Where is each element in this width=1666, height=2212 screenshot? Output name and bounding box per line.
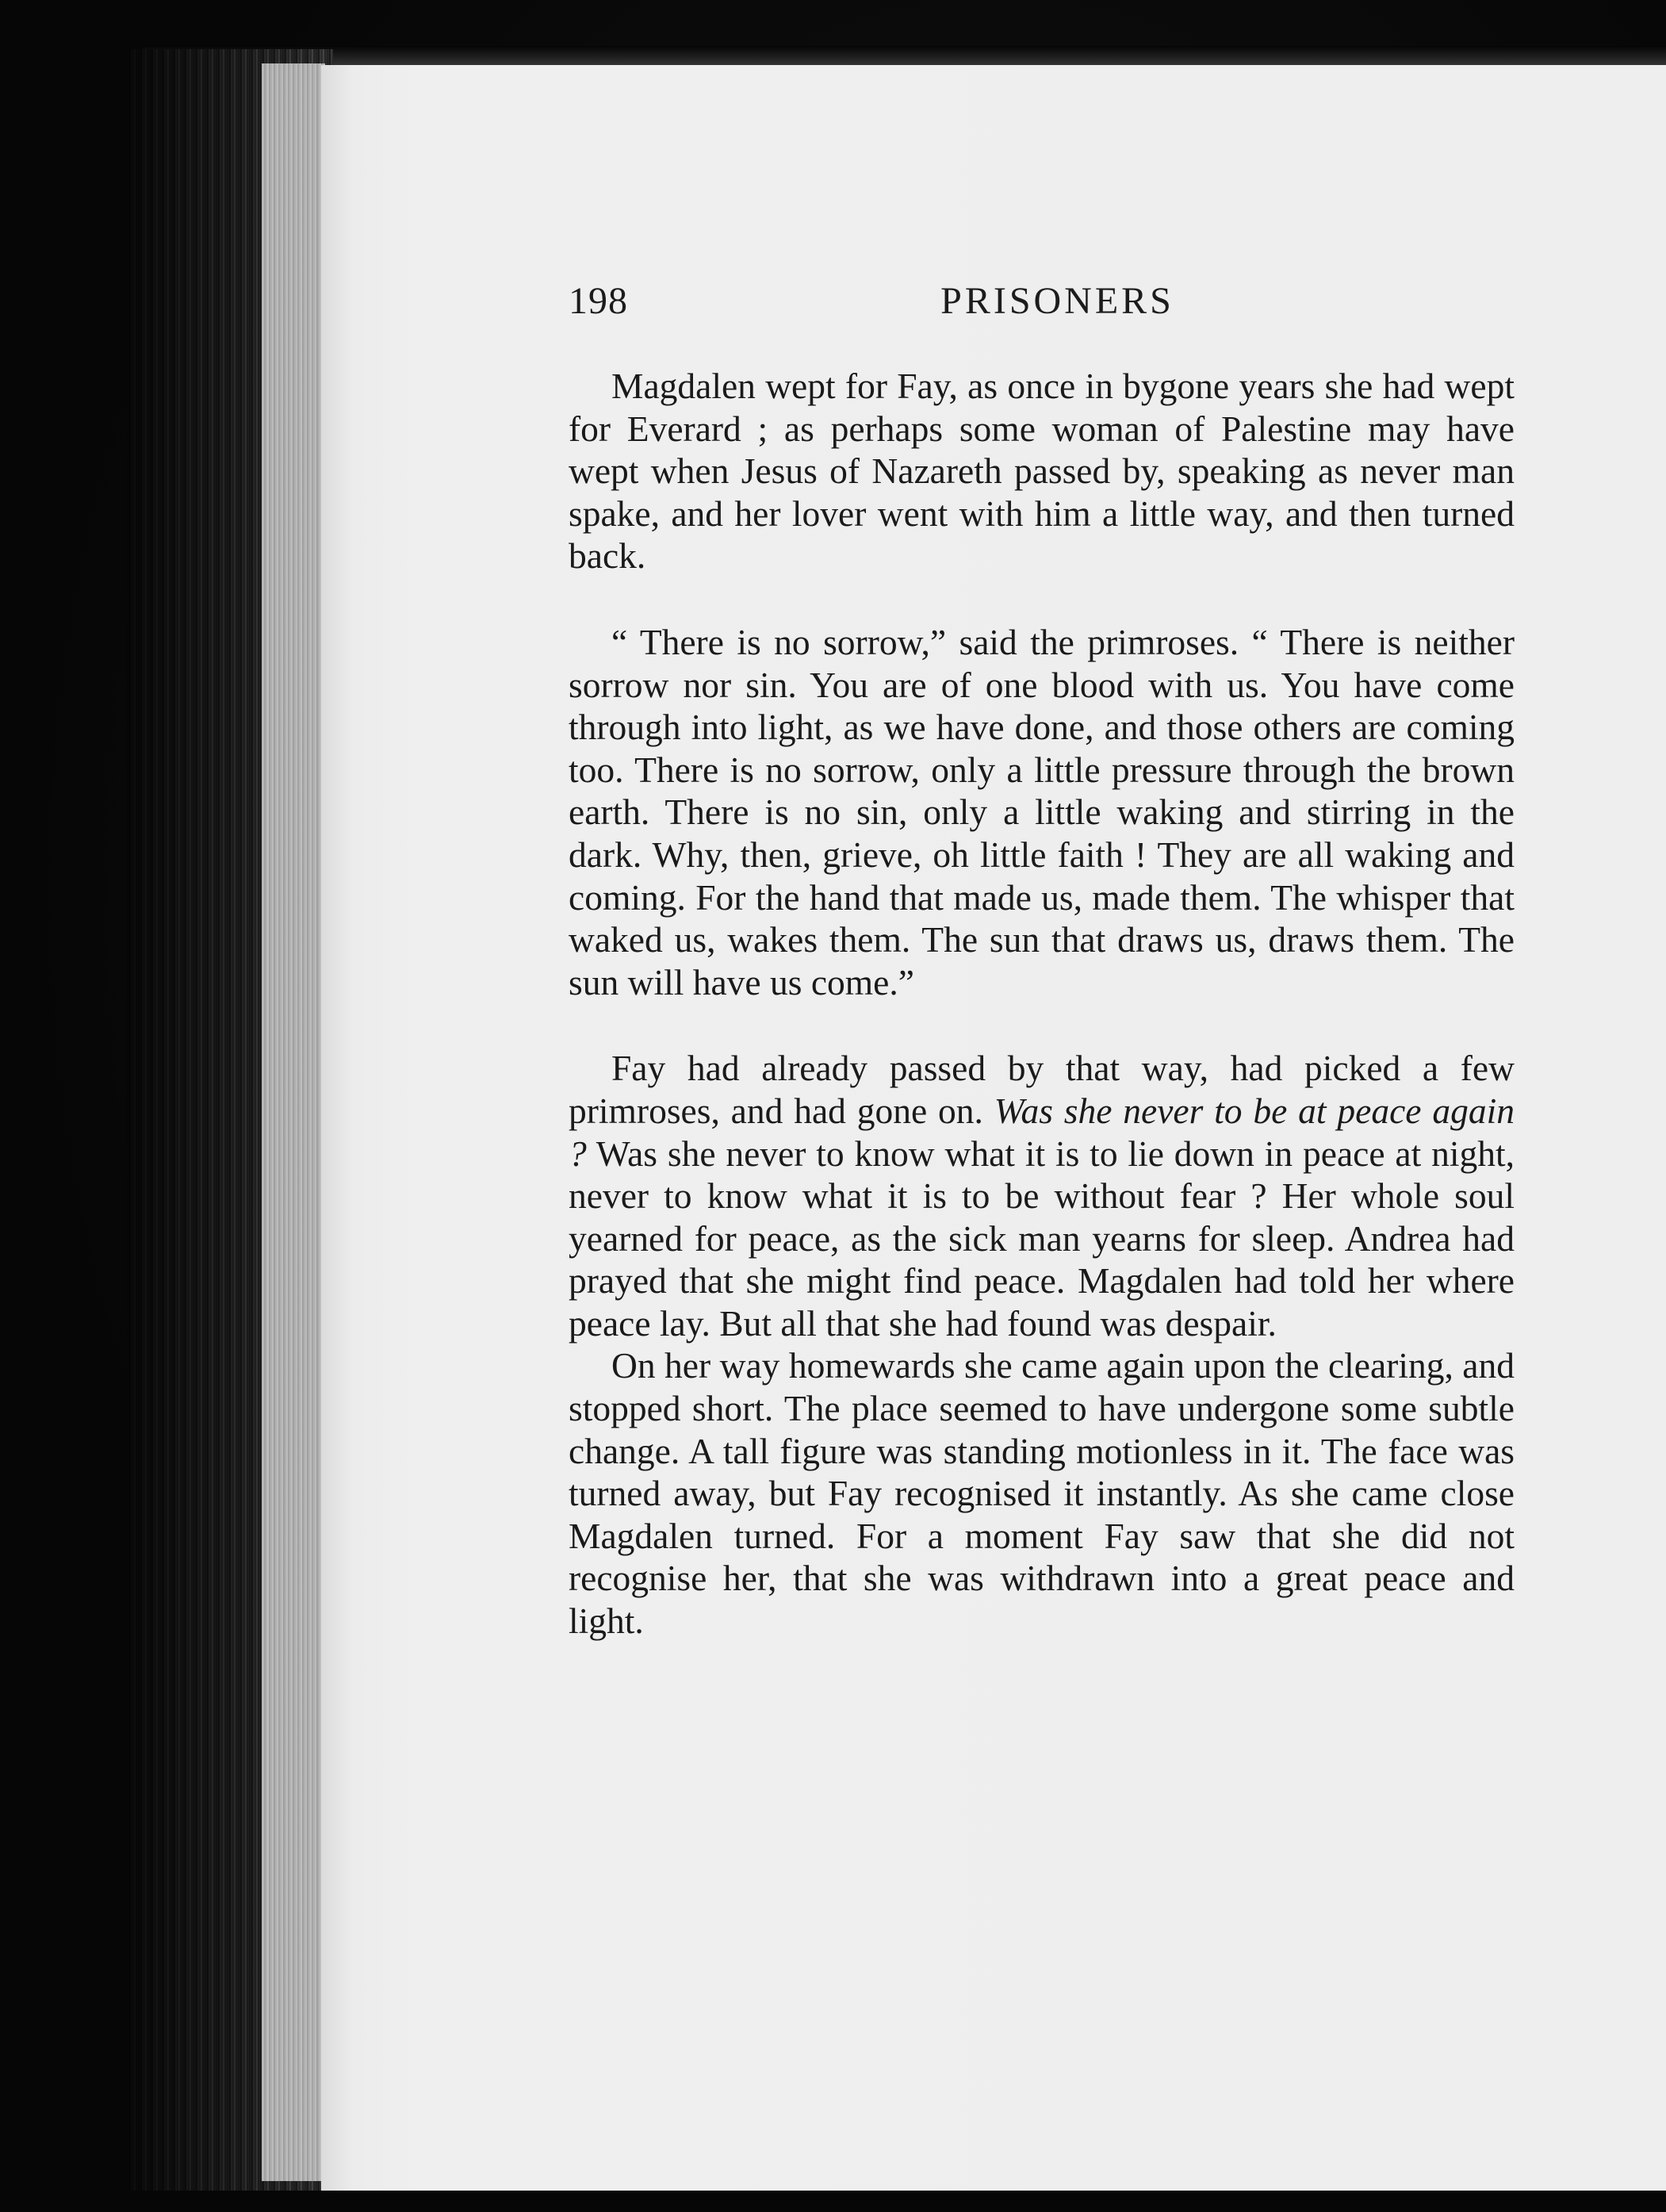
paragraph-1: Magdalen wept for Fay, as once in bygone years she had wept for Everard ; as perhaps some woman of Palestine may have wept when Jesus of Nazareth passed by, speaking as never man spake, and her lover went with him a little way, and then turned back. [569, 366, 1515, 577]
book-page-edges-light [262, 63, 325, 2181]
paragraph-3-end: Was she never to know what it is to lie down in peace at night, never to know what it is to be without fear ? Her whole soul yearned for peace, as the sick man yearns for sleep. Andrea had prayed that she might find peace. Magdalen had told her where peace lay. But all that she had found was despair. [569, 1133, 1515, 1344]
paragraph-3-start: Fay had already passed by that way, had picked a few primroses, and had gone on. [569, 1048, 1515, 1131]
running-head: PRISONERS [940, 280, 1174, 322]
paragraph-4: On her way homewards she came again upon the clearing, and stopped short. The place seemed to have undergone some subtle change. A tall figure was standing motionless in it. The face was turned away, but Fay recognised it instantly. As she came close Magdalen turned. For a moment Fay saw that she did not recognise her, that she was withdrawn into a great peace and light. [569, 1345, 1515, 1642]
paragraph-2: “ There is no sorrow,” said the primroses. “ There is neither sorrow nor sin. You are of one blood with us. You have come through into light, as we have done, and those others are coming too. There is no sorrow, only a little pressure through the brown earth. There is no sin, only a little waking and stirring in the dark. Why, then, grieve, oh little faith ! They are all waking and coming. For the hand that made us, made them. The whisper that waked us, wakes them. The sun that draws us, draws them. The sun will have us come.” [569, 621, 1515, 1002]
paragraph-3 [569, 1047, 1515, 1344]
page-number: 198 [569, 280, 628, 322]
paragraph-gap [569, 1003, 1515, 1047]
body-text [569, 365, 1515, 1643]
paragraph-gap [569, 577, 1515, 621]
paragraph-3-italic: Was she never to be at peace again ? [569, 1090, 1515, 1174]
